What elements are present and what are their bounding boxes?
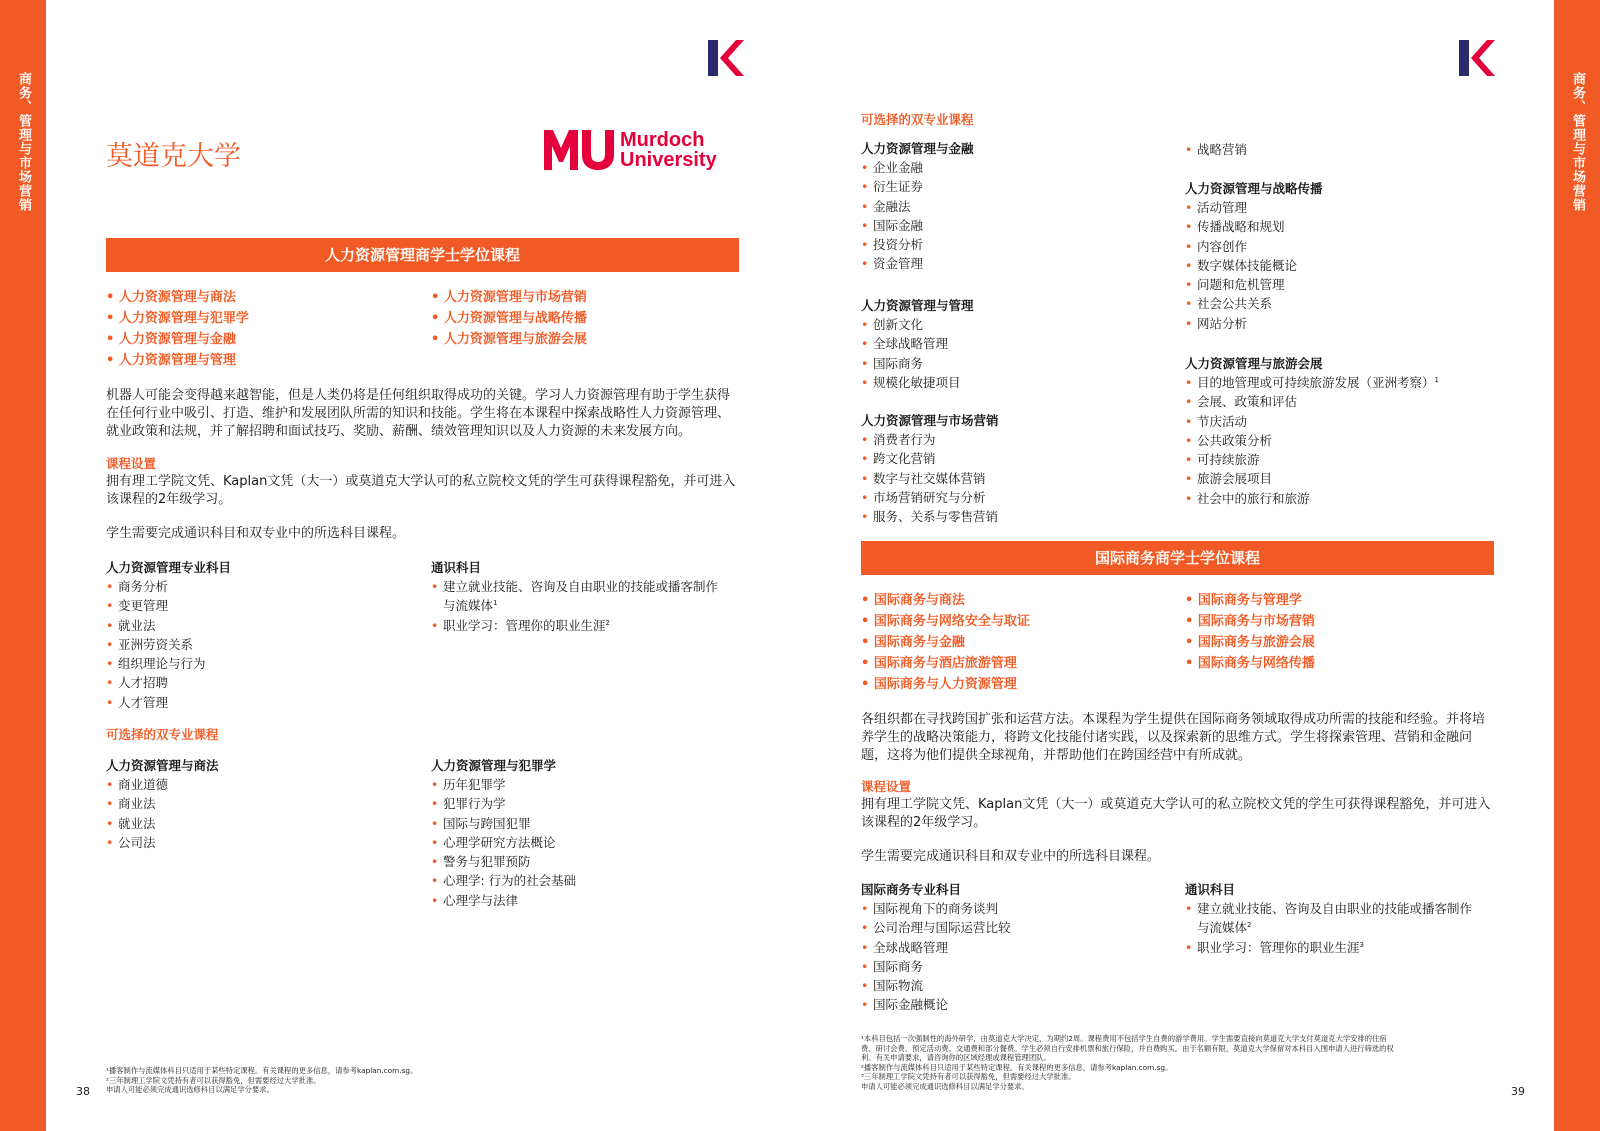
major-item: • 人力资源管理与犯罪学 (106, 308, 426, 329)
major-item: • 国际商务与酒店旅游管理 (861, 653, 1181, 674)
list-item: • 国际商务 (861, 354, 1161, 373)
murdoch-mu-mark-icon (544, 130, 614, 170)
right-mgmt-heading: 人力资源管理与管理 (861, 298, 974, 313)
ib-core-heading: 国际商务专业科目 (861, 882, 962, 897)
list-item: • 建立就业技能、咨询及自由职业的技能或播客制作 与流媒体$^1$ (431, 577, 741, 616)
right-comm-list (1185, 198, 1485, 333)
kaplan-k-logo-left (708, 40, 744, 76)
right-comm-heading: 人力资源管理与战略传播 (1185, 181, 1323, 196)
major-item: • 国际商务与商法 (861, 590, 1181, 611)
list-item: • 目的地管理或可持续旅游发展（亚洲考察）$^1$ (1185, 373, 1495, 392)
list-item: • 犯罪行为学 (431, 794, 741, 813)
hrm-law-list (106, 775, 406, 852)
right-footnotes: ¹本科目包括一次强制性的海外研学，由莫道克大学决定，为期约2周。课程费用不包括学生自费的游学费用。学生需要直接向莫道克大学支付莫道克大学安排的住宿 费、研讨会费、预定活动费、交通费和部分餐费。学生必须自行安排机票和旅行保险，并自费购买。由于名额有限，莫道克大学保留对本科目入围申请人进行筛选的权 利。有关申请要求，请咨询你的区域经理或课程管理团队。 ²播客制作与流媒体科目只适用于某些特定课程。有关课程的更多信息，请参考kaplan.com.sg。 ³三年制理工学院文凭持有者可以获得豁免，但需要经过大学批准。 申请人可能必须完成通识选修科目以满足学分要求。 (861, 1034, 1394, 1091)
hrm-general-heading: 通识科目 (431, 560, 482, 575)
major-item: • 国际商务与金融 (861, 632, 1181, 653)
ib-general-heading: 通识科目 (1185, 882, 1236, 897)
murdoch-logo-line2: University (620, 149, 717, 171)
hrm-degree-banner: 人力资源管理商学士学位课程 (106, 238, 739, 272)
list-item: • 建立就业技能、咨询及自由职业的技能或播客制作 与流媒体$^2$ (1185, 899, 1495, 938)
page-number-left: 38 (76, 1085, 90, 1098)
hrm-double-major-heading: 可选择的双专业课程 (106, 727, 219, 742)
list-item: • 国际视角下的商务谈判 (861, 899, 1161, 918)
hrm-setup-heading: 课程设置 (106, 456, 157, 471)
major-item: • 国际商务与市场营销 (1185, 611, 1495, 632)
right-tour-list (1185, 373, 1495, 508)
side-label-left: 商务、管理与市场营销 (16, 72, 31, 212)
list-item: • 全球战略管理 (861, 938, 1161, 957)
right-mgmt-list (861, 315, 1161, 392)
major-item: • 人力资源管理与战略传播 (431, 308, 741, 329)
list-item: • 就业法 (106, 814, 406, 833)
right-double-major-heading: 可选择的双专业课程 (861, 112, 974, 127)
major-item: • 人力资源管理与金融 (106, 329, 426, 350)
list-item: • 商业道德 (106, 775, 406, 794)
list-item: • 历年犯罪学 (431, 775, 741, 794)
left-footnotes: ¹播客制作与流媒体科目只适用于某些特定课程。有关课程的更多信息，请参考kaplan.com.sg。 ²三年制理工学院文凭持有者可以获得豁免，但需要经过大学批准。 申请人可能必须完成通识选修科目以满足学分要求。 (106, 1066, 418, 1094)
list-item: • 公共政策分析 (1185, 431, 1495, 450)
list-item: • 公司治理与国际运营比较 (861, 918, 1161, 937)
major-item: • 国际商务与网络安全与取证 (861, 611, 1181, 632)
right-side-bar (1554, 0, 1600, 1131)
list-item: • 社会公共关系 (1185, 294, 1485, 313)
ib-requirement-text: 学生需要完成通识科目和双专业中的所选科目课程。 (861, 849, 1161, 864)
major-item: • 人力资源管理与商法 (106, 287, 426, 308)
list-item: • 国际物流 (861, 976, 1161, 995)
ib-degree-banner: 国际商务商学士学位课程 (861, 541, 1494, 575)
major-item: • 人力资源管理与市场营销 (431, 287, 741, 308)
list-item: • 商业法 (106, 794, 406, 813)
list-item: • 旅游会展项目 (1185, 469, 1495, 488)
list-item: • 职业学习：管理你的职业生涯$^2$ (431, 616, 741, 635)
ib-setup-heading: 课程设置 (861, 779, 912, 794)
list-item: • 衍生证券 (861, 177, 1161, 196)
kaplan-k-logo-right (1459, 40, 1495, 76)
hrm-requirement-text: 学生需要完成通识科目和双专业中的所选科目课程。 (106, 526, 406, 541)
page-number-right: 39 (1511, 1085, 1525, 1098)
hrm-law-heading: 人力资源管理与商法 (106, 758, 219, 773)
list-item: • 投资分析 (861, 235, 1161, 254)
hrm-core-heading: 人力资源管理专业科目 (106, 560, 232, 575)
hrm-crim-list (431, 775, 741, 910)
hrm-majors-col1 (106, 287, 426, 371)
list-item: • 数字媒体技能概论 (1185, 256, 1485, 275)
hrm-majors-col2 (431, 287, 741, 350)
list-item: • 跨文化营销 (861, 449, 1161, 468)
ib-core-list (861, 899, 1161, 1015)
list-item: • 创新文化 (861, 315, 1161, 334)
list-item: • 国际与跨国犯罪 (431, 814, 741, 833)
right-fin-list (861, 158, 1161, 274)
hrm-setup-text: 拥有理工学院文凭、Kaplan文凭（大一）或莫道克大学认可的私立院校文凭的学生可获得课程豁免，并可进入该课程的2年级学习。 (106, 474, 736, 507)
major-item: • 国际商务与网络传播 (1185, 653, 1495, 674)
right-fin-heading: 人力资源管理与金融 (861, 141, 974, 156)
list-item: • 国际金融 (861, 216, 1161, 235)
list-item: • 金融法 (861, 197, 1161, 216)
list-item: • 传播战略和规划 (1185, 217, 1485, 236)
list-item: • 规模化敏捷项目 (861, 373, 1161, 392)
hrm-intro-paragraph: 机器人可能会变得越来越智能，但是人类仍将是任何组织取得成功的关键。学习人力资源管理有助于学生获得在任何行业中吸引、打造、维护和发展团队所需的知识和技能。学生将在本课程中探索战略性人力资源管理、就业政策和法规，并了解招聘和面试技巧、奖励、薪酬、绩效管理知识以及人力资源的未来发展方向。 (106, 388, 731, 439)
list-item: • 全球战略管理 (861, 334, 1161, 353)
list-item: • 资金管理 (861, 254, 1161, 273)
major-item: • 人力资源管理与管理 (106, 350, 426, 371)
list-item: • 网站分析 (1185, 314, 1485, 333)
list-item: • 职业学习：管理你的职业生涯$^3$ (1185, 938, 1495, 957)
list-item: • 心理学研究方法概论 (431, 833, 741, 852)
list-item: • 可持续旅游 (1185, 450, 1495, 469)
list-item: • 数字与社交媒体营销 (861, 469, 1161, 488)
list-item: • 亚洲劳资关系 (106, 635, 406, 654)
right-mkt-list (861, 430, 1161, 526)
list-item: • 服务、关系与零售营销 (861, 507, 1161, 526)
list-item: • 商务分析 (106, 577, 406, 596)
major-item: • 人力资源管理与旅游会展 (431, 329, 741, 350)
left-side-bar (0, 0, 46, 1131)
ib-setup-text: 拥有理工学院文凭、Kaplan文凭（大一）或莫道克大学认可的私立院校文凭的学生可获得课程豁免，并可进入该课程的2年级学习。 (861, 797, 1491, 830)
murdoch-logo-line1: Murdoch (620, 129, 705, 151)
list-item: • 会展、政策和评估 (1185, 392, 1495, 411)
murdoch-university-logo (544, 128, 717, 172)
list-item: • 人才招聘 (106, 673, 406, 692)
major-item: • 国际商务与旅游会展 (1185, 632, 1495, 653)
hrm-crim-heading: 人力资源管理与犯罪学 (431, 758, 557, 773)
ib-majors-col2 (1185, 590, 1495, 674)
list-item: • 变更管理 (106, 596, 406, 615)
list-item: • 公司法 (106, 833, 406, 852)
list-item: • 人才管理 (106, 693, 406, 712)
list-item: • 内容创作 (1185, 237, 1485, 256)
list-item: • 警务与犯罪预防 (431, 852, 741, 871)
hrm-core-list (106, 577, 406, 712)
major-item: • 国际商务与人力资源管理 (861, 674, 1181, 695)
list-item: • 消费者行为 (861, 430, 1161, 449)
list-item: • 问题和危机管理 (1185, 275, 1485, 294)
university-title: 莫道克大学 (106, 141, 241, 172)
list-item: • 国际商务 (861, 957, 1161, 976)
list-item: • 节庆活动 (1185, 412, 1495, 431)
list-item: • 企业金融 (861, 158, 1161, 177)
list-item: • 市场营销研究与分析 (861, 488, 1161, 507)
right-mkt-heading: 人力资源管理与市场营销 (861, 413, 999, 428)
side-label-right: 商务、管理与市场营销 (1570, 72, 1585, 212)
list-item: • 战略营销 (1185, 140, 1485, 159)
right-mkt-continued-list (1185, 140, 1485, 159)
ib-intro-paragraph: 各组织都在寻找跨国扩张和运营方法。本课程为学生提供在国际商务领域取得成功所需的技能和经验。并将培养学生的战略决策能力，将跨文化技能付诸实践，以及探索新的思维方式。学生将探索管理、营销和金融问题，这将为他们提供全球视角，并帮助他们在跨国经营中有所成就。 (861, 712, 1486, 763)
list-item: • 就业法 (106, 616, 406, 635)
list-item: • 组织理论与行为 (106, 654, 406, 673)
list-item: • 心理学与法律 (431, 891, 741, 910)
major-item: • 国际商务与管理学 (1185, 590, 1495, 611)
list-item: • 心理学: 行为的社会基础 (431, 871, 741, 890)
ib-majors-col1 (861, 590, 1181, 695)
hrm-general-list (431, 577, 741, 635)
right-tour-heading: 人力资源管理与旅游会展 (1185, 356, 1323, 371)
ib-general-list (1185, 899, 1495, 957)
list-item: • 活动管理 (1185, 198, 1485, 217)
list-item: • 社会中的旅行和旅游 (1185, 489, 1495, 508)
list-item: • 国际金融概论 (861, 995, 1161, 1014)
